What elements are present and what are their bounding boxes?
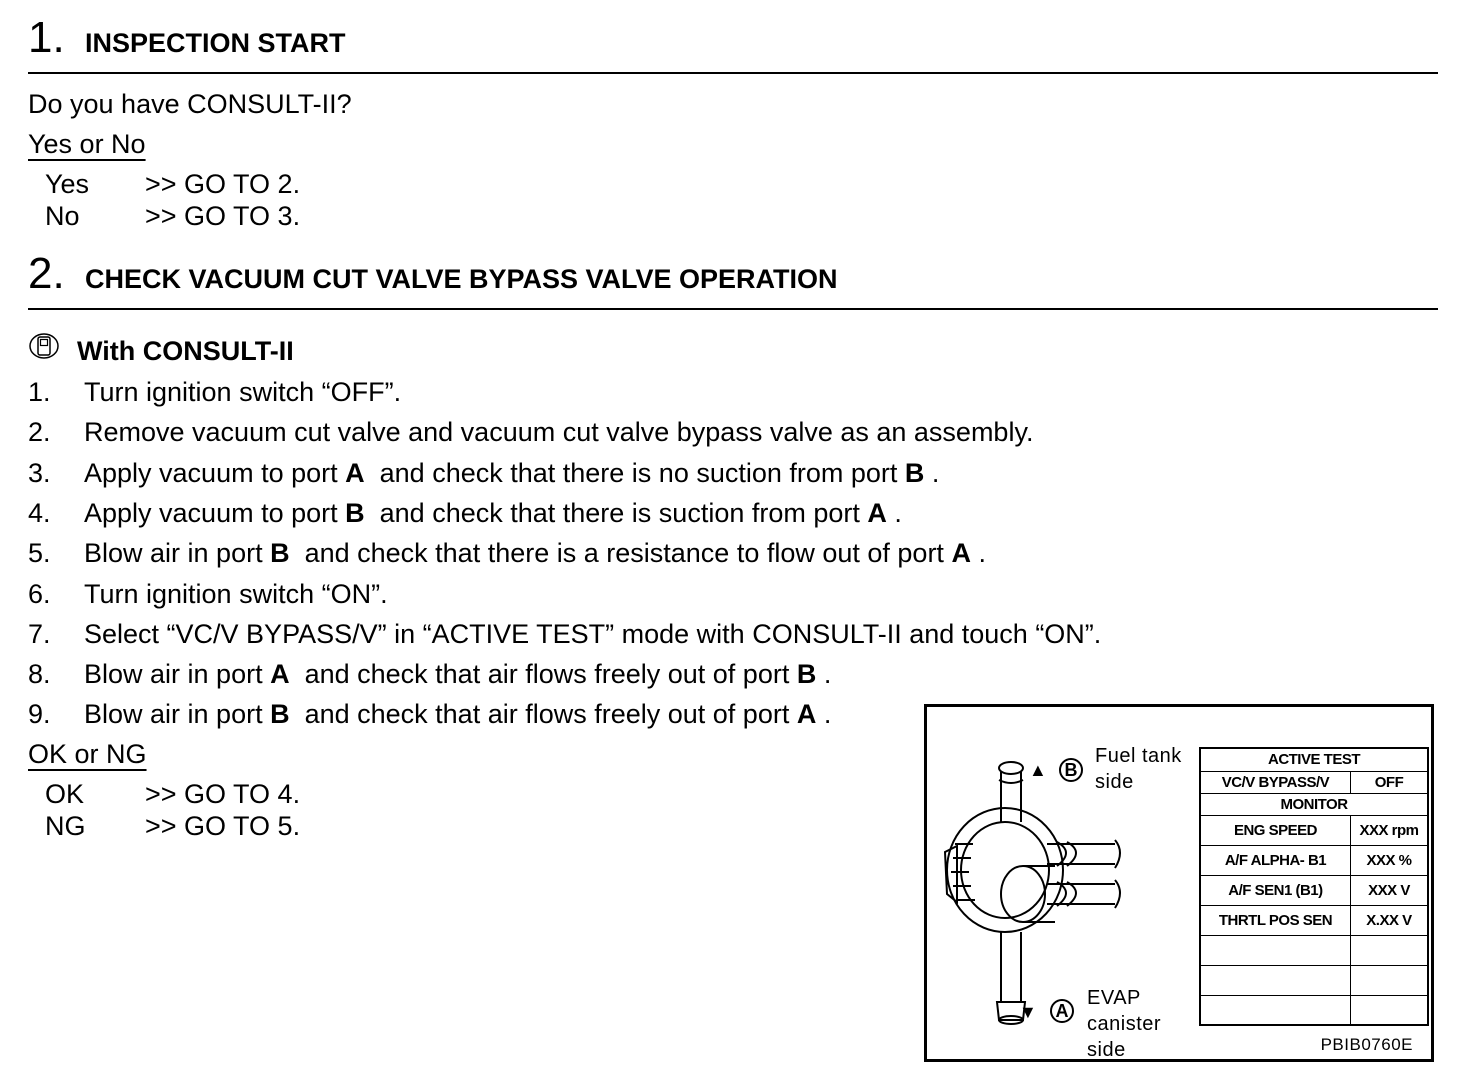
procedure-item-number: 9. xyxy=(28,699,51,729)
step-1-answer-no-label: No xyxy=(45,201,80,231)
active-test-table xyxy=(1199,747,1429,1026)
step-2-answer-ok-action[interactable]: >> GO TO 4. xyxy=(145,779,301,809)
figure-code: PBIB0760E xyxy=(1320,1035,1413,1054)
procedure-text: Select “VC/V BYPASS/V” in “ACTIVE TEST” mode with CONSULT-II and touch “ON”. xyxy=(84,619,1102,649)
procedure-item-number: 7. xyxy=(28,619,51,649)
monitor-row xyxy=(1200,905,1428,935)
step-1-answer-yes-label: Yes xyxy=(45,169,90,199)
procedure-item-text xyxy=(84,376,401,408)
procedure-text: . xyxy=(886,498,902,528)
monitor-row xyxy=(1200,965,1428,995)
procedure-item-text xyxy=(84,698,831,730)
procedure-text: Apply vacuum to port xyxy=(84,458,346,488)
procedure-item-number: 4. xyxy=(28,498,51,528)
procedure-text: and check that air flows freely out of port xyxy=(289,699,797,729)
port-reference: B xyxy=(270,538,290,568)
procedure-text: . xyxy=(970,538,986,568)
procedure-item-text xyxy=(84,658,831,690)
monitor-item: A/F SEN1 (B1) xyxy=(1200,875,1350,905)
monitor-row xyxy=(1200,815,1428,845)
step-2-choice-heading: OK or NG xyxy=(28,739,147,769)
step-1-number: 1. xyxy=(28,13,65,62)
procedure-text: Blow air in port xyxy=(84,538,271,568)
step-2-answer-ng-label: NG xyxy=(45,811,86,841)
procedure-item-text xyxy=(84,618,1101,650)
monitor-item: A/F ALPHA- B1 xyxy=(1200,845,1350,875)
consult-tool-icon xyxy=(28,332,60,360)
procedure-text: and check that there is suction from port xyxy=(364,498,868,528)
procedure-item-text xyxy=(84,578,388,610)
procedure-item-number: 8. xyxy=(28,659,51,689)
procedure-item-text xyxy=(84,497,902,529)
procedure-item-number: 1. xyxy=(28,377,51,407)
procedure-item-number: 2. xyxy=(28,417,51,447)
port-a-label-line1: EVAP xyxy=(1087,987,1141,1009)
monitor-row xyxy=(1200,935,1428,965)
procedure-text: and check that there is no suction from port xyxy=(364,458,905,488)
procedure-text: Turn ignition switch “ON”. xyxy=(84,579,388,609)
procedure-text: Apply vacuum to port xyxy=(84,498,346,528)
port-a-label-line2: canister xyxy=(1087,1013,1162,1035)
port-reference: A xyxy=(270,659,290,689)
step-2-title: CHECK VACUUM CUT VALVE BYPASS VALVE OPERATION xyxy=(85,264,838,294)
procedure-item-text xyxy=(84,537,986,569)
monitor-row xyxy=(1200,875,1428,905)
monitor-value: XXX rpm xyxy=(1350,815,1428,845)
procedure-text: . xyxy=(816,699,832,729)
monitor-value xyxy=(1350,965,1428,995)
step-2-number: 2. xyxy=(28,249,65,298)
active-test-value: OFF xyxy=(1350,771,1428,793)
valve-figure xyxy=(924,704,1434,1062)
procedure-text: Blow air in port xyxy=(84,699,271,729)
port-reference: A xyxy=(345,458,365,488)
step-1-choice-heading: Yes or No xyxy=(28,129,146,159)
port-b-marker: B xyxy=(1059,758,1083,782)
procedure-text: Remove vacuum cut valve and vacuum cut valve bypass valve as an assembly. xyxy=(84,417,1034,447)
step-1-divider xyxy=(28,72,1438,74)
monitor-row xyxy=(1200,845,1428,875)
active-test-header: ACTIVE TEST xyxy=(1200,748,1428,771)
port-b-label-line1: Fuel tank xyxy=(1095,745,1182,767)
port-a-marker: A xyxy=(1050,999,1074,1023)
procedure-text: Blow air in port xyxy=(84,659,271,689)
step-2-answer-ng-action[interactable]: >> GO TO 5. xyxy=(145,811,301,841)
port-reference: B xyxy=(904,458,925,488)
step-2-divider xyxy=(28,308,1438,310)
port-reference: A xyxy=(796,699,817,729)
monitor-value: X.XX V xyxy=(1350,905,1428,935)
procedure-text: and check that there is a resistance to flow out of port xyxy=(289,538,952,568)
step-2-subheading: With CONSULT-II xyxy=(77,336,294,366)
arrow-up-icon: ▲ xyxy=(1029,760,1047,780)
monitor-item: THRTL POS SEN xyxy=(1200,905,1350,935)
active-test-item: VC/V BYPASS/V xyxy=(1200,771,1350,793)
procedure-item-text xyxy=(84,416,1033,448)
arrow-down-icon: ▼ xyxy=(1019,1002,1037,1022)
monitor-item xyxy=(1200,995,1350,1025)
monitor-item xyxy=(1200,965,1350,995)
port-reference: B xyxy=(345,498,365,528)
step-1-answer-no-action[interactable]: >> GO TO 3. xyxy=(145,201,301,231)
monitor-header: MONITOR xyxy=(1200,793,1428,815)
port-reference: A xyxy=(951,538,971,568)
procedure-item-number: 5. xyxy=(28,538,51,568)
procedure-text: Turn ignition switch “OFF”. xyxy=(84,377,402,407)
monitor-value xyxy=(1350,935,1428,965)
monitor-value: XXX % xyxy=(1350,845,1428,875)
port-reference: A xyxy=(867,498,887,528)
monitor-item: ENG SPEED xyxy=(1200,815,1350,845)
port-b-label-line2: side xyxy=(1095,771,1134,793)
monitor-item xyxy=(1200,935,1350,965)
procedure-item-number: 3. xyxy=(28,458,51,488)
step-1-question: Do you have CONSULT-II? xyxy=(28,89,352,119)
procedure-text: . xyxy=(924,458,940,488)
procedure-text: and check that air flows freely out of port xyxy=(289,659,797,689)
step-2-answer-ok-label: OK xyxy=(45,779,85,809)
step-1-answer-yes-action[interactable]: >> GO TO 2. xyxy=(145,169,301,199)
monitor-value: XXX V xyxy=(1350,875,1428,905)
port-reference: B xyxy=(270,699,290,729)
monitor-row xyxy=(1200,995,1428,1025)
procedure-item-text xyxy=(84,457,939,489)
procedure-text: . xyxy=(816,659,832,689)
procedure-item-number: 6. xyxy=(28,579,51,609)
step-1-title: INSPECTION START xyxy=(85,28,346,58)
port-a-label-line3: side xyxy=(1087,1039,1126,1061)
monitor-value xyxy=(1350,995,1428,1025)
port-reference: B xyxy=(796,659,817,689)
